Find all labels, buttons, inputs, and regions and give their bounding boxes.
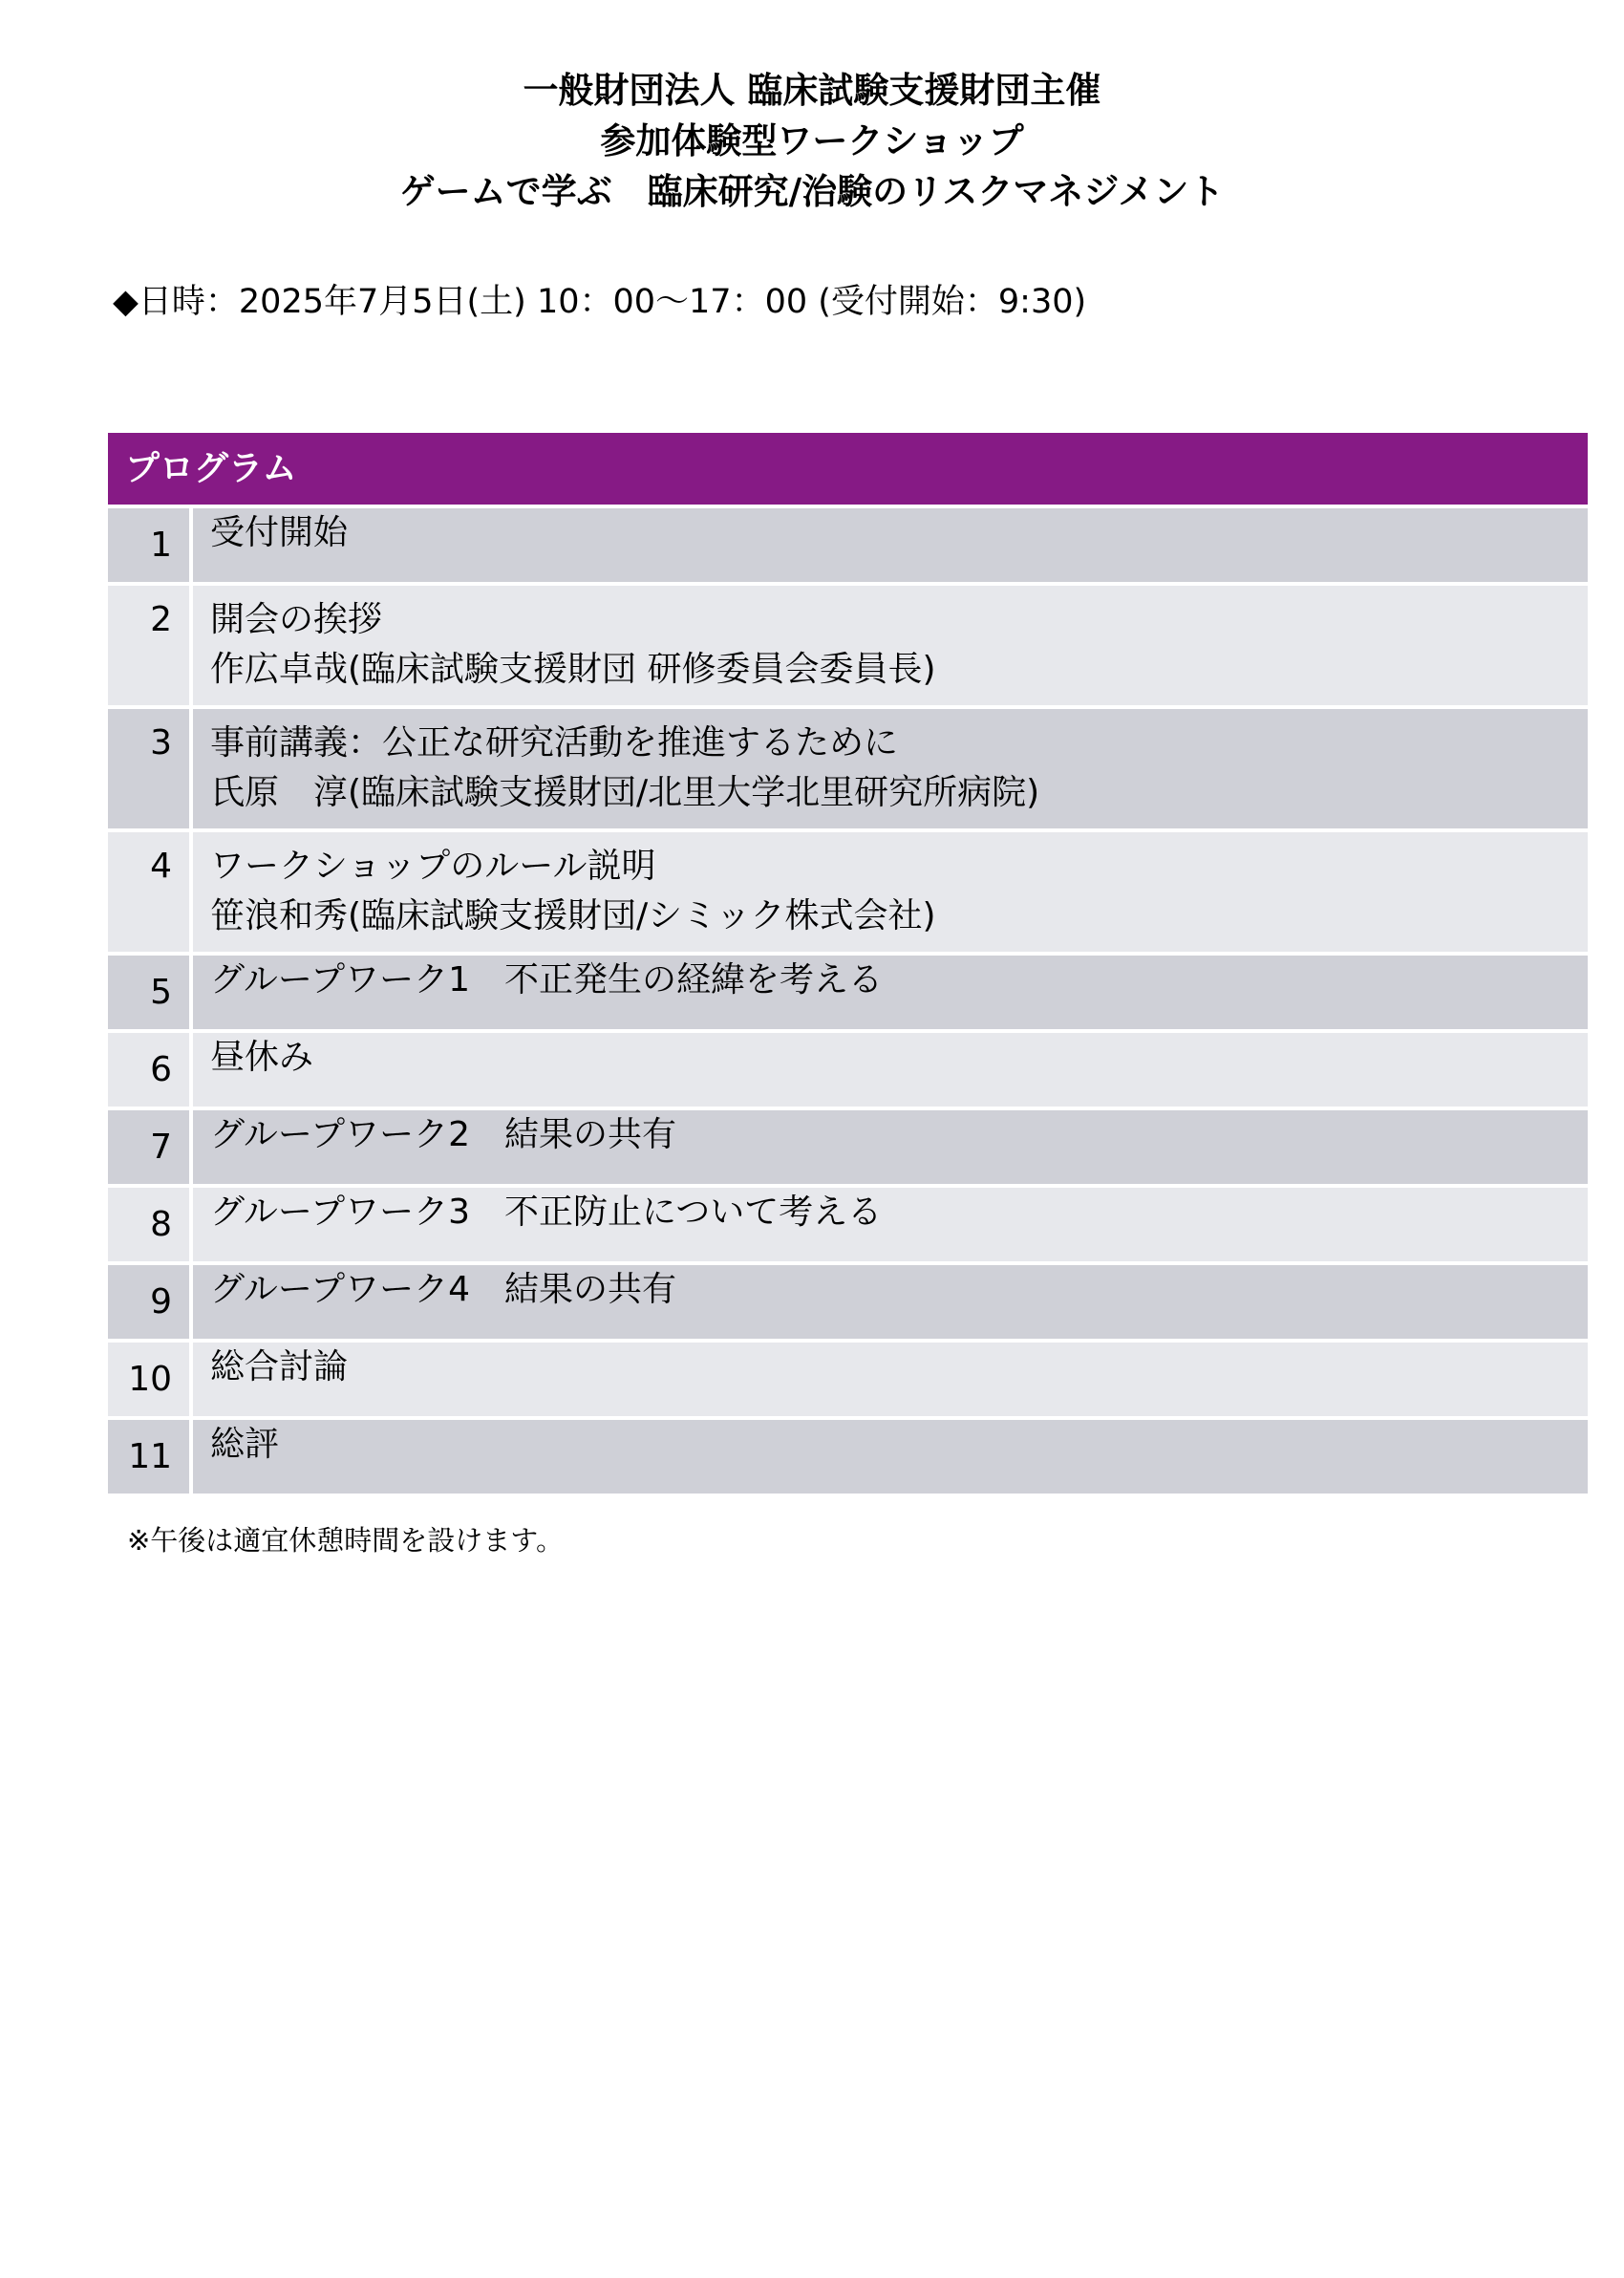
program-row [108,508,1588,582]
row-content [193,1033,1588,1107]
row-content [193,1110,1588,1184]
row-number: 5 [108,956,189,1029]
row-number: 1 [108,508,189,582]
row-title: ワークショップのルール説明 [210,847,656,886]
row-title: グループワーク2 結果の共有 [210,1115,677,1154]
row-content [193,1343,1588,1416]
row-title: 受付開始 [210,513,349,552]
event-datetime: ◆日時：2025年7月5日(土) 10：00～17：00 (受付開始：9:30) [113,283,1087,321]
program-row [108,1110,1588,1184]
organizer-line: 一般財団法人 臨床試験支援財団主催 [523,70,1101,111]
program-table [108,433,1588,1494]
row-number: 8 [108,1188,189,1261]
program-header: プログラム [108,433,1588,505]
row-number: 4 [108,832,189,952]
row-title: グループワーク4 結果の共有 [210,1270,677,1309]
row-title: 総評 [210,1425,280,1464]
row-number: 11 [108,1420,189,1494]
row-content [193,508,1588,582]
program-row [108,1188,1588,1261]
row-number: 3 [108,709,189,828]
row-number: 9 [108,1265,189,1339]
row-title: 総合討論 [210,1347,349,1386]
program-row [108,832,1588,952]
row-speaker: 氏原 淳(臨床試験支援財団/北里大学北里研究所病院) [210,773,1040,812]
event-type-line: 参加体験型ワークショップ [600,120,1024,161]
row-number: 10 [108,1343,189,1416]
program-row [108,1420,1588,1494]
row-content [193,1188,1588,1261]
program-row [108,956,1588,1029]
row-content [193,956,1588,1029]
row-number: 6 [108,1033,189,1107]
row-content [193,709,1588,828]
program-row [108,586,1588,705]
row-speaker: 笹浪和秀(臨床試験支援財団/シミック株式会社) [210,896,936,935]
row-content [193,586,1588,705]
row-number: 2 [108,586,189,705]
page-title [0,65,1624,217]
row-title: グループワーク3 不正防止について考える [210,1193,883,1232]
program-row [108,1343,1588,1416]
program-row [108,709,1588,828]
program-row [108,1265,1588,1339]
row-content [193,1420,1588,1494]
row-speaker: 作広卓哉(臨床試験支援財団 研修委員会委員長) [210,650,936,689]
row-title: 事前講義：公正な研究活動を推進するために [210,723,899,763]
row-title: グループワーク1 不正発生の経緯を考える [210,960,884,999]
event-title-line: ゲームで学ぶ 臨床研究/治験のリスクマネジメント [399,171,1225,212]
footnote: ※午後は適宜休憩時間を設けます。 [127,1524,564,1557]
program-row [108,1033,1588,1107]
row-content [193,1265,1588,1339]
row-content [193,832,1588,952]
row-number: 7 [108,1110,189,1184]
row-title: 開会の挨拶 [210,600,383,639]
row-title: 昼休み [210,1038,314,1077]
